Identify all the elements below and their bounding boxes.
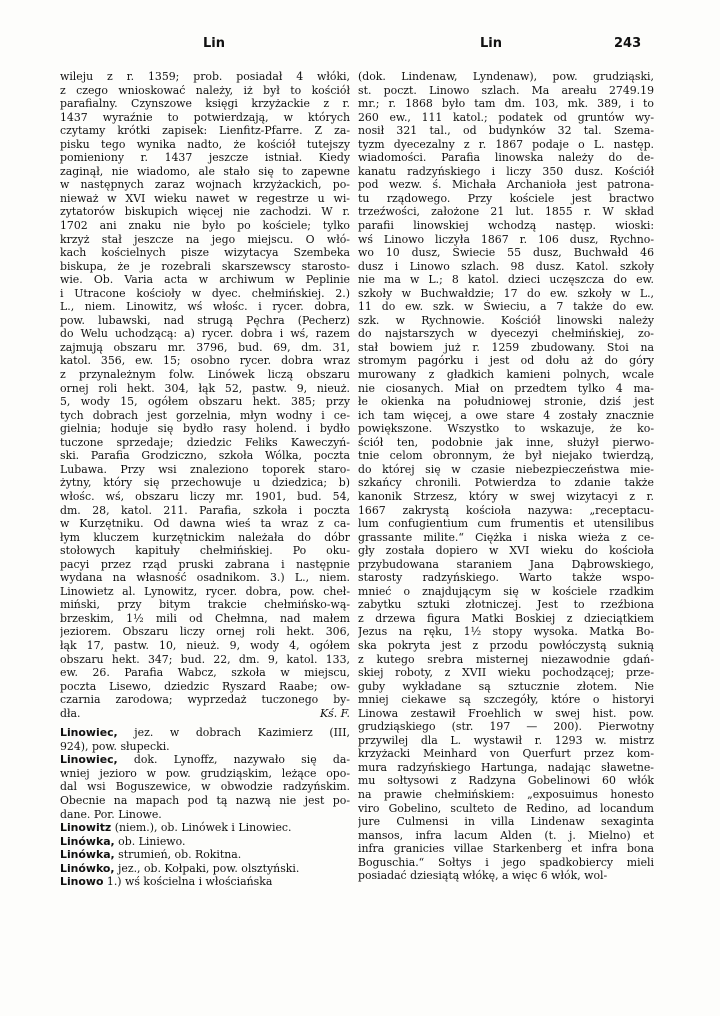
text-line: grudziąskiego (str. 197 — 200). Pierwotny (358, 720, 654, 734)
text-line: dusz i Linowo szlach. 98 dusz. Katol. szkoły (358, 259, 654, 273)
text-line: włośc. wś, obszaru liczy mr. 1901, bud. 54, (60, 489, 350, 503)
text-line: (dok. Lindenaw, Lyndenaw), pow. grudziąski, (358, 70, 654, 83)
text-line: tu rządowego. Przy kościele jest bractwo (358, 191, 654, 205)
text-line: Boguschia.“ Sołtys i jego spadkobiercy mieli (358, 855, 654, 869)
text-line: kach kościelnych pisze wizytacya Szembeka (60, 246, 350, 260)
dictionary-entry (60, 726, 350, 740)
text-line: 1437 wyraźnie to potwierdzają, w których (60, 110, 350, 124)
entry-headword: Linowo (60, 875, 104, 889)
text-line: do najstarszych w dyecezyi chełmińskiej, zo- (358, 327, 654, 341)
text-line: zytatorów biskupich więcej nie zachodzi. W r. (60, 205, 350, 219)
text-line: czytamy krótki zapisek: Lienfitz-Pfarre. Z za- (60, 124, 350, 138)
entry-text: Obecnie na mapach pod tą nazwą nie jest po- (60, 793, 350, 807)
text-line: czarnia zarodowa; wyprzedaż tuczonego by- (60, 693, 350, 707)
text-line: Linowa zestawił Froehlich w swej hist. pow. (358, 706, 654, 720)
text-line: wydana na własność osadnikom. 3.) L., niem. (60, 571, 350, 585)
entry-text: dok. Lynoffz, nazywało się da- (117, 753, 350, 767)
text-line: skiej roboty, z XVII wieku pochodzącej; prze- (358, 666, 654, 680)
text-line: mansos, infra lacum Alden (t. j. Mielno) et (358, 828, 654, 842)
text-line: mnieć o znajdującym się w kościele rzadkim (358, 584, 654, 598)
text-line: pod wezw. ś. Michała Archanioła jest patrona- (358, 178, 654, 192)
text-line (60, 808, 350, 822)
text-line: ich tam więcej, a owe stare 4 zostały znacznie (358, 408, 654, 422)
text-line: stołowych kapituły chełmińskiej. Po oku- (60, 544, 350, 558)
text-line: tych dobrach jest gorzelnia, młyn wodny i ce- (60, 408, 350, 422)
text-line: ski. Parafia Grodziczno, szkoła Wólka, poczta (60, 449, 350, 463)
text-line: 11 do ew. szk. w Świeciu, a 7 także do ew. (358, 300, 654, 314)
text-line: przywilej dla L. wystawił r. 1293 w. mistrz (358, 733, 654, 747)
text-line: poczta Lisewo, dziedzic Ryszard Raabe; ow- (60, 679, 350, 693)
text-line (60, 780, 350, 794)
text-line: szkańcy chronili. Potwierdza to zdanie także (358, 476, 654, 490)
text-line: nieważ w XVI wieku nawet w regestrze u wi- (60, 191, 350, 205)
text-line: guby wykładane są sztucznie złotem. Nie (358, 679, 654, 693)
text-line: mniej ciekawe są szczegóły, które o historyi (358, 693, 654, 707)
text-line: wś Linowo liczyła 1867 r. 106 dusz, Rychno- (358, 232, 654, 246)
text-line: obszaru hekt. 347; bud. 22, dm. 9, katol. 133, (60, 652, 350, 666)
text-line: 260 ew., 111 katol.; podatek od gruntów wy- (358, 110, 654, 124)
text-line: mr.; r. 1868 było tam dm. 103, mk. 389, i to (358, 97, 654, 111)
entry-text: ob. Liniewo. (114, 834, 186, 848)
text-line: ew. 26. Parafia Wabcz, szkoła w miejscu, (60, 666, 350, 680)
text-line: wo 10 dusz, Świecie 55 dusz, Buchwałd 46 (358, 246, 654, 260)
text-line (60, 794, 350, 808)
text-line: grassante milite.“ Ciężka i niska wieża z ce- (358, 530, 654, 544)
text-line: ornej roli hekt. 304, łąk 52, pastw. 9, nieuż. (60, 381, 350, 395)
text-line: miński, przy bitym trakcie chełmińsko-wą- (60, 598, 350, 612)
text-line: st. poczt. Linowo szlach. Ma areału 2749.19 (358, 83, 654, 97)
text-line: kanatu radzyńskiego i liczy 350 dusz. Kościół (358, 164, 654, 178)
text-line: kanonik Strzesz, który w swej wizytacyi z r. (358, 489, 654, 503)
text-line: mura radzyńskiego Hartunga, nadając sławetne- (358, 760, 654, 774)
text-line: na prawie chełmińskiem: „exposuimus honesto (358, 787, 654, 801)
entry-headword: Linówko, (60, 861, 115, 875)
dictionary-entry (60, 821, 350, 835)
text-line: pisku tego wynika nadto, że kościół tutejszy (60, 137, 350, 151)
text-line: stał bowiem już r. 1259 zbudowany. Stoi na (358, 340, 654, 354)
left-text-column (60, 70, 350, 889)
text-line: powiększone. Wszystko to wskazuje, że ko- (358, 422, 654, 436)
right-text-column (358, 70, 654, 883)
text-line: w następnych zaraz wojnach krzyżackich, po- (60, 178, 350, 192)
entry-text: dal wsi Boguszewice, w obwodzie radzyńskim. (60, 780, 350, 794)
entry-headword: Linówka, (60, 834, 115, 848)
text-line: łym kluczem kurzętnickim należała do dóbr (60, 530, 350, 544)
entry-text: jez., ob. Kołpaki, pow. olsztyński. (114, 861, 300, 875)
text-line: z kutego srebra misternej niezawodnie gdań- (358, 652, 654, 666)
dictionary-entry (60, 835, 350, 849)
text-line: w Kurzętniku. Od dawna wieś ta wraz z ca- (60, 517, 350, 531)
dictionary-entry (60, 875, 350, 889)
right-running-head: Lin (480, 36, 502, 51)
text-line: posiadać dziesiątą włókę, a więc 6 włók, wol- (358, 869, 608, 883)
text-line: katol. 356, ew. 15; osobno rycer. dobra wraz (60, 354, 350, 368)
text-line: przybudowana staraniem Jana Dąbrowskiego, (358, 557, 654, 571)
text-line: gły została dopiero w XVI wieku do kościoła (358, 544, 654, 558)
text-line: zaginął, nie wiadomo, ale stało się to zapewne (60, 164, 350, 178)
entry-text: dane. Por. Linowe. (60, 807, 162, 821)
text-line: do której się w czasie niebezpieczeństwa mie- (358, 462, 654, 476)
text-line: jure Culmensi in villa Lindenaw sexaginta (358, 815, 654, 829)
author-signature: Kś. F. (320, 706, 350, 720)
text-line: 5, wody 15, ogółem obszaru hekt. 385; przy (60, 395, 350, 409)
entry-headword: Linowiec, (60, 753, 118, 767)
text-line: 1702 ani znaku nie było po kościele; tylko (60, 219, 350, 233)
text-line: zabytku sztuki złotniczej. Jest to rzeźbiona (358, 598, 654, 612)
text-line: do Welu uchodzącą: a) rycer. dobra i wś, razem (60, 327, 350, 341)
text-line: tuczone sprzedaje; dziedzic Feliks Kaweczyń- (60, 435, 350, 449)
entry-text: jez. w dobrach Kazimierz (III, (117, 726, 350, 740)
text-line: pow. lubawski, nad strugą Pęchra (Pecherz) (60, 313, 350, 327)
text-line: szk. w Rychnowie. Kościół linowski należy (358, 313, 654, 327)
text-line: murowany z gładkich kamieni polnych, wcale (358, 368, 654, 382)
text-line: tyzm dyecezalny z r. 1867 podaje o L. następ. (358, 137, 654, 151)
entry-headword: Linowiec, (60, 726, 118, 740)
entry-headword: Linowitz (60, 821, 112, 835)
text-line: szkoły w Buchwałdzie; 17 do ew. szkoły w L., (358, 286, 654, 300)
text-line: krzyż stał jeszcze na jego miejscu. O włó- (60, 232, 350, 246)
text-line: wileju z r. 1359; prob. posiadał 4 włóki, (60, 70, 350, 83)
text-line: viro Gobelino, sculteto de Redino, ad locandum (358, 801, 654, 815)
text-line: ściół ten, podobnie jak inne, służył pierwo- (358, 435, 654, 449)
text-line: trzeźwości, założone 21 lut. 1855 r. W skład (358, 205, 654, 219)
text-line: wie. Ob. Varia acta w archiwum w Peplinie (60, 273, 350, 287)
text-line: parafialny. Czynszowe księgi krzyżackie z r. (60, 97, 350, 111)
text-line: infra granicies villae Starkenberg et infra bona (358, 842, 654, 856)
text-line (60, 767, 350, 781)
text-line: łe okienka na południowej stronie, dziś jest (358, 395, 654, 409)
text-line: Lubawa. Przy wsi znaleziono toporek staro- (60, 462, 350, 476)
entry-text: wniej jezioro w pow. grudziąskim, leżące opo- (60, 766, 350, 780)
text-line: żytny, który się przechowuje u dziedzica; b) (60, 476, 350, 490)
text-line: brzeskim, 1½ mili od Chełmna, nad małem (60, 611, 350, 625)
entry-text: 1.) wś kościelna i włościańska (103, 875, 273, 889)
dictionary-entry (60, 862, 350, 876)
text-line: dła. (60, 706, 81, 720)
dictionary-entry (60, 753, 350, 767)
text-line: starosty radzyńskiego. Warto także wspo- (358, 571, 654, 585)
text-line: łąk 17, pastw. 10, nieuż. 9, wody 4, ogółem (60, 638, 350, 652)
text-line: z przynależnym folw. Linówek liczą obszaru (60, 368, 350, 382)
text-line (60, 740, 350, 754)
text-line: jeziorem. Obszaru liczy ornej roli hekt. 306, (60, 625, 350, 639)
text-line: nosił 321 tal., od budynków 32 tal. Szema- (358, 124, 654, 138)
page-number: 243 (614, 36, 642, 51)
text-line: Jezus na ręku, 1½ stopy wysoka. Matka Bo- (358, 625, 654, 639)
text-line: lum confugientium cum frumentis et utensilibus (358, 517, 654, 531)
text-line: ska pokryta jest z przodu powłóczystą suknią (358, 638, 654, 652)
text-line: wiadomości. Parafia linowska należy do de- (358, 151, 654, 165)
text-line: nie ma w L.; 8 katol. dzieci uczęszcza do ew. (358, 273, 654, 287)
text-line: biskupa, że je rozebrali skarszewscy starosto- (60, 259, 350, 273)
text-line: L., niem. Linowitz, wś włośc. i rycer. dobra, (60, 300, 350, 314)
text-line: i Utracone kościoły w dyec. chełmińskiej. 2.) (60, 286, 350, 300)
text-line: 1667 zakrystą kościoła nazywa: „receptacu- (358, 503, 654, 517)
text-line: Linowietz al. Lynowitz, rycer. dobra, pow. cheł- (60, 584, 350, 598)
text-line: z drzewa figura Matki Boskiej z dzieciątkiem (358, 611, 654, 625)
entry-text: 924), pow. słupecki. (60, 739, 170, 753)
entry-headword: Linówka, (60, 848, 115, 862)
text-line: krzyżacki Meinhard von Querfurt przez kom- (358, 747, 654, 761)
text-line: zajmują obszaru mr. 3796, bud. 69, dm. 31, (60, 340, 350, 354)
left-running-head: Lin (203, 36, 225, 51)
text-line: mu sołtysowi z Radzyna Gobelinowi 60 włók (358, 774, 654, 788)
text-line: parafii linowskiej wchodzą następ. wioski: (358, 219, 654, 233)
text-line: z czego wnioskować należy, iż był to kościół (60, 83, 350, 97)
entry-text: strumień, ob. Rokitna. (114, 848, 242, 862)
entry-text: (niem.), ob. Linówek i Linowiec. (111, 821, 292, 835)
text-line: pomieniony r. 1437 jeszcze istniał. Kiedy (60, 151, 350, 165)
dictionary-entry (60, 848, 350, 862)
text-line: nie ciosanych. Miał on przedtem tylko 4 ma- (358, 381, 654, 395)
text-line: tnie celom obronnym, że był niejako twierdzą, (358, 449, 654, 463)
text-line: pacyi przez rząd pruski zabrana i następnie (60, 557, 350, 571)
text-line: gielnia; hoduje się bydło rasy holend. i bydło (60, 422, 350, 436)
text-line: dm. 28, katol. 211. Parafia, szkoła i poczta (60, 503, 350, 517)
text-line: stromym pagórku i jest od dołu aż do góry (358, 354, 654, 368)
